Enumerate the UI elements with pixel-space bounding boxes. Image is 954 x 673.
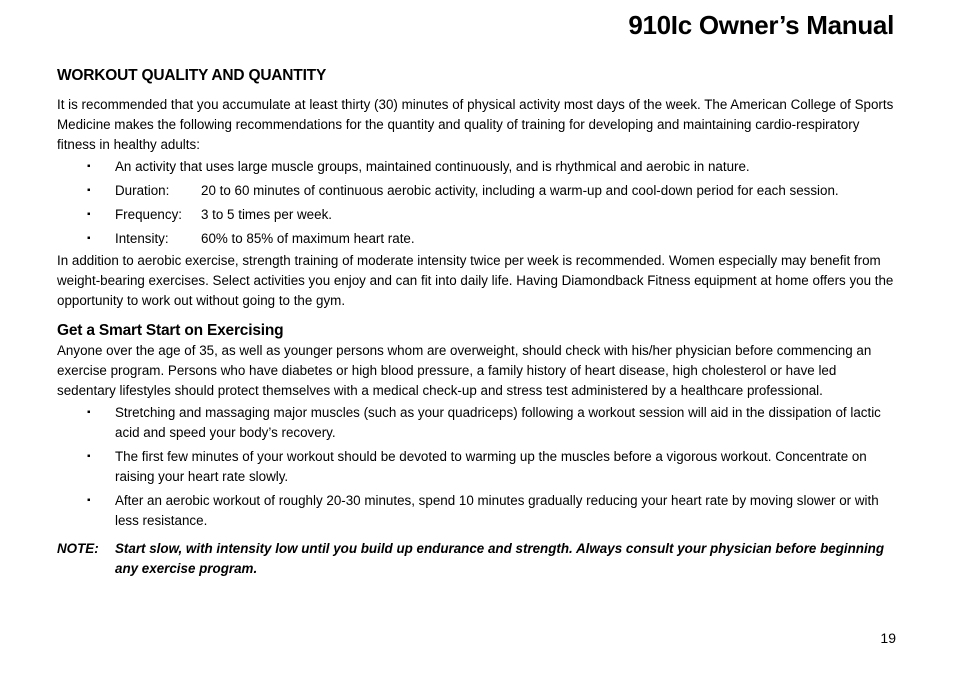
list-item	[57, 205, 897, 225]
bullet-icon: ▪	[87, 161, 91, 172]
page-number: 19	[880, 630, 896, 646]
bullet-text: After an aerobic workout of roughly 20-30 minutes, spend 10 minutes gradually reducing your heart rate by moving slower or with less resistance.	[115, 493, 879, 528]
paragraph-intro: It is recommended that you accumulate at least thirty (30) minutes of physical activity most days of the week. The American College of Sports Medicine makes the following recommendations for the quantity and quality of training for developing and maintaining cardio-respiratory fitness in healthy adults:	[57, 97, 894, 152]
intensity-label: Intensity:	[115, 231, 169, 246]
section-heading-smart-start: Get a Smart Start on Exercising	[57, 322, 284, 339]
bullet-text: The first few minutes of your workout should be devoted to warming up the muscles before a vigorous workout. Concentrate on raising your heart rate slowly.	[115, 449, 867, 484]
section-heading-workout: WORKOUT QUALITY AND QUANTITY	[57, 67, 327, 84]
list-item	[57, 157, 897, 177]
paragraph-strength: In addition to aerobic exercise, strength training of moderate intensity twice per week is recommended. Women especially may benefit from weight-bearing exercises. Select activities you enjoy and can fit into daily life. Having Diamondback Fitness equipment at home offers you the opportunity to work out without going to the gym.	[57, 253, 894, 308]
bullet-icon: ▪	[87, 451, 91, 462]
intensity-value: 60% to 85% of maximum heart rate.	[201, 231, 415, 246]
bullet-icon: ▪	[87, 233, 91, 244]
list-item	[57, 229, 897, 249]
recommendations-list	[57, 157, 897, 249]
list-item	[57, 447, 897, 487]
tips-list	[57, 403, 897, 531]
duration-value: 20 to 60 minutes of continuous aerobic activity, including a warm-up and cool-down period for each session.	[201, 183, 839, 198]
bullet-text: Stretching and massaging major muscles (such as your quadriceps) following a workout session will aid in the dissipation of lactic acid and speed your body’s recovery.	[115, 405, 881, 440]
page-header-title: 910Ic Owner’s Manual	[628, 10, 894, 40]
paragraph-smart-start: Anyone over the age of 35, as well as younger persons whom are overweight, should check with his/her physician before commencing an exercise program. Persons who have diabetes or high blood pressure, a family history of heart disease, high cholesterol or have led sedentary lifestyles should protect themselves with a medical check-up and stress test administered by a healthcare professional.	[57, 343, 872, 398]
note-block	[57, 539, 897, 579]
bullet-text: An activity that uses large muscle groups, maintained continuously, and is rhythmical and aerobic in nature.	[115, 159, 750, 174]
bullet-icon: ▪	[87, 209, 91, 220]
list-item	[57, 181, 897, 201]
frequency-label: Frequency:	[115, 207, 182, 222]
list-item	[57, 403, 897, 443]
bullet-icon: ▪	[87, 407, 91, 418]
list-item	[57, 491, 897, 531]
note-label: NOTE:	[57, 541, 99, 556]
frequency-value: 3 to 5 times per week.	[201, 207, 332, 222]
page-content	[57, 66, 897, 579]
bullet-icon: ▪	[87, 185, 91, 196]
bullet-icon: ▪	[87, 495, 91, 506]
duration-label: Duration:	[115, 183, 170, 198]
note-text: Start slow, with intensity low until you build up endurance and strength. Always consult your physician before beginning any exercise program.	[115, 541, 885, 576]
